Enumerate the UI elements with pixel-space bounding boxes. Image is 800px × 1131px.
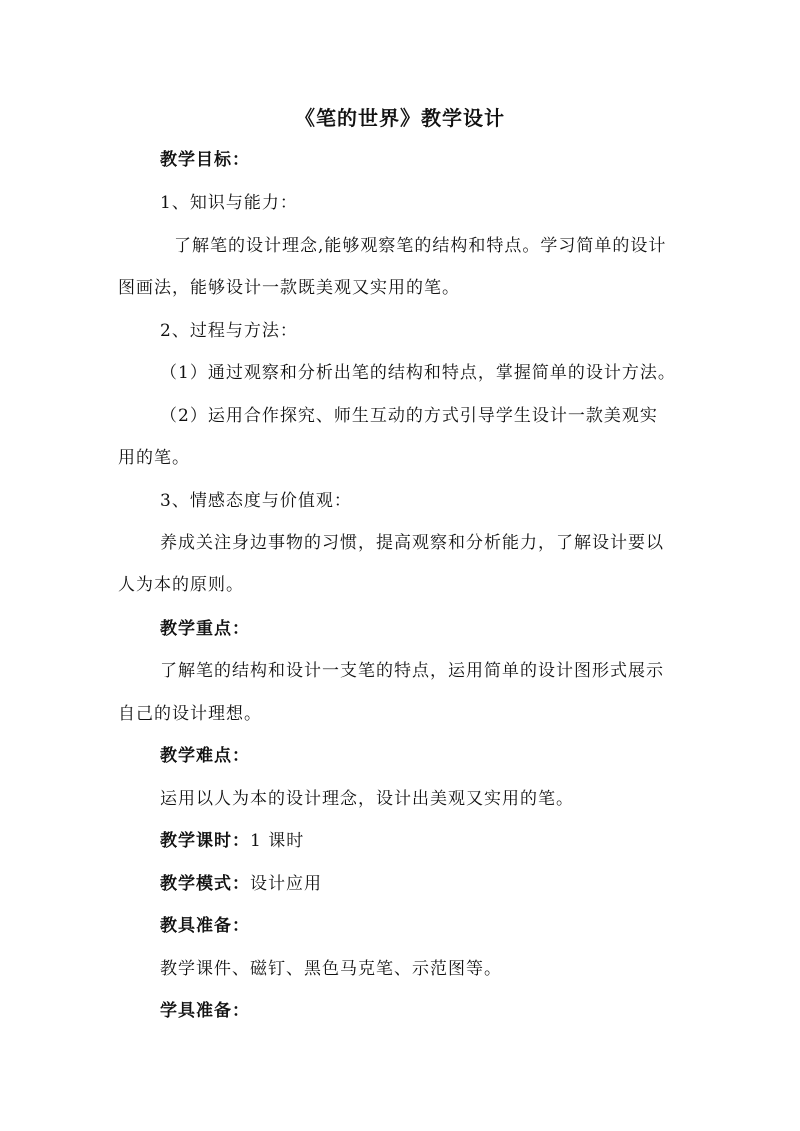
hours-row (160, 829, 304, 853)
item3-paragraph-line2: 人为本的原则。 (118, 575, 244, 595)
teacher-tools-heading: 教具准备： (160, 916, 250, 936)
item2-point1: （1）通过观察和分析出笔的结构和特点，掌握简单的设计方法。 (160, 363, 676, 383)
key-points-line2: 自己的设计理想。 (118, 704, 262, 724)
difficulties-heading: 教学难点： (160, 746, 250, 766)
mode-label: 教学模式： (160, 874, 250, 894)
hours-value: 1 课时 (250, 831, 305, 851)
key-points-heading: 教学重点： (160, 619, 250, 639)
document-title: 《笔的世界》教学设计 (295, 106, 505, 130)
hours-label: 教学课时： (160, 831, 250, 851)
mode-row (160, 872, 322, 896)
item2-point2-line2: 用的笔。 (118, 448, 190, 468)
item2-heading: 2、过程与方法： (160, 321, 298, 341)
item1-paragraph-line1: 了解笔的设计理念,能够观察笔的结构和特点。学习简单的设计 (174, 236, 667, 256)
objectives-heading: 教学目标： (160, 150, 250, 170)
mode-value: 设计应用 (250, 874, 322, 894)
key-points-line1: 了解笔的结构和设计一支笔的特点，运用简单的设计图形式展示 (160, 661, 664, 681)
difficulties-text: 运用以人为本的设计理念，设计出美观又实用的笔。 (160, 789, 574, 809)
item1-paragraph-line2: 图画法，能够设计一款既美观又实用的笔。 (118, 278, 460, 298)
item3-paragraph-line1: 养成关注身边事物的习惯，提高观察和分析能力，了解设计要以 (160, 533, 664, 553)
item2-point2-line1: （2）运用合作探究、师生互动的方式引导学生设计一款美观实 (160, 406, 658, 426)
teacher-tools-text: 教学课件、磁钉、黑色马克笔、示范图等。 (160, 959, 502, 979)
item3-heading: 3、情感态度与价值观： (160, 491, 352, 511)
student-tools-heading: 学具准备： (160, 1001, 250, 1021)
item1-heading: 1、知识与能力： (160, 193, 298, 213)
